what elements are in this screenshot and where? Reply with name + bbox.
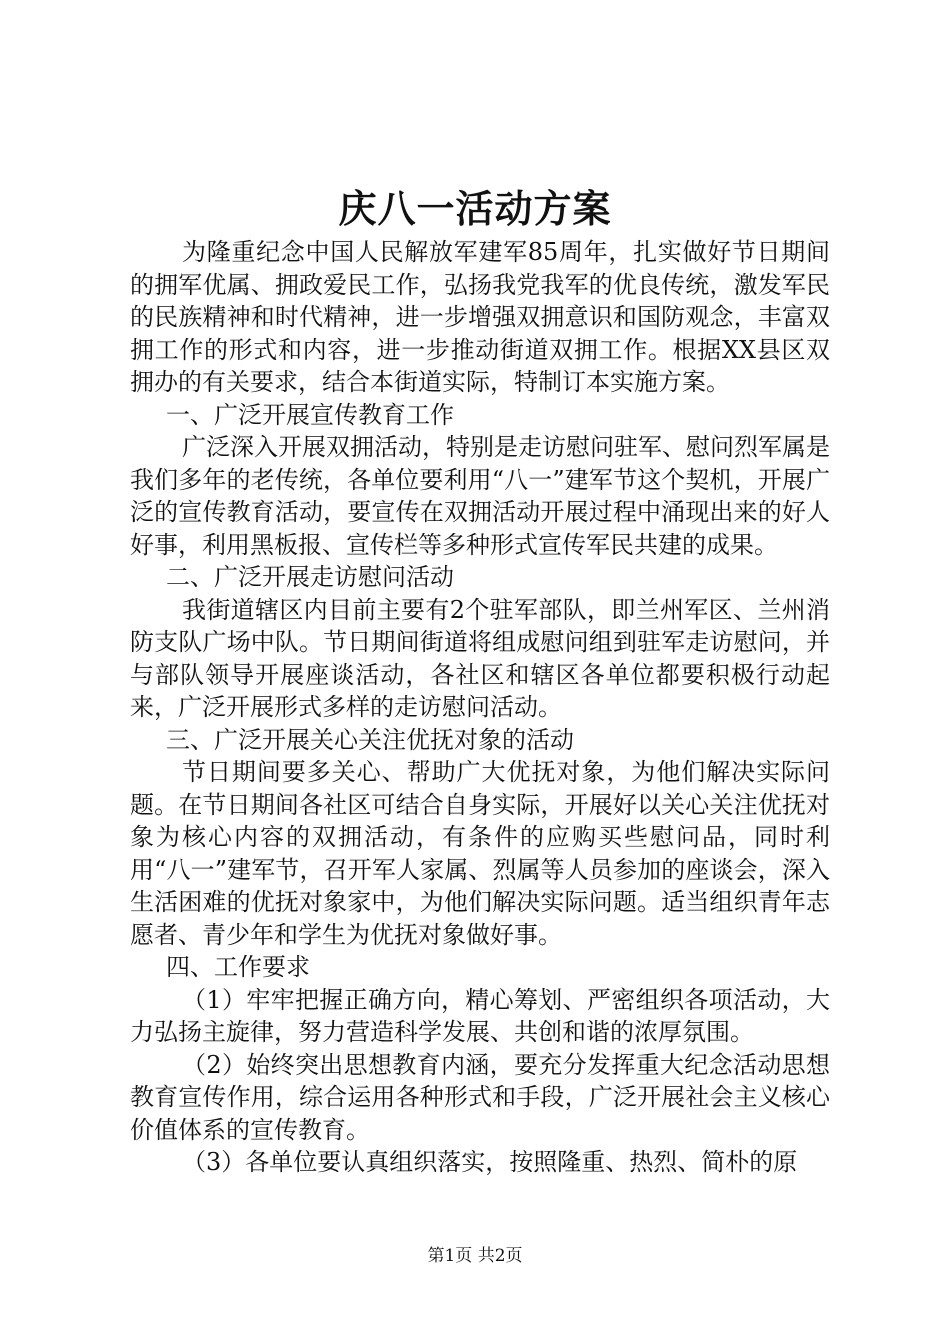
section-heading-4: 四、工作要求 [166, 953, 310, 981]
document-body [130, 236, 830, 1179]
section-2-paragraph: 我街道辖区内目前主要有2个驻军部队，即兰州军区、兰州消防支队广场中队。节日期间街道将组成慰问组到驻军走访慰问，并与部队领导开展座谈活动，各社区和辖区各单位都要积极行动起来，广泛开展形式多样的走访慰问活动。 [130, 595, 830, 721]
page-number-footer: 第1页 共2页 [427, 1246, 523, 1266]
section-3-paragraph: 节日期间要多关心、帮助广大优抚对象，为他们解决实际问题。在节日期间各社区可结合自身实际，开展好以关心关注优抚对象为核心内容的双拥活动，有条件的应购买些慰问品，同时利用“八一”建军节，召开军人家属、烈属等人员参加的座谈会，深入生活困难的优抚对象家中，为他们解决实际问题。适当组织青年志愿者、青少年和学生为优抚对象做好事。 [130, 758, 830, 949]
section-heading-1: 一、广泛开展宣传教育工作 [166, 400, 454, 429]
section-heading-3: 三、广泛开展关心关注优抚对象的活动 [166, 725, 574, 754]
requirement-3-paragraph: （3）各单位要认真组织落实，按照隆重、热烈、简朴的原 [182, 1148, 798, 1176]
document-title: 庆八一活动方案 [338, 186, 612, 231]
section-heading-2: 二、广泛开展走访慰问活动 [166, 563, 454, 591]
section-1-paragraph: 广泛深入开展双拥活动，特别是走访慰问驻军、慰问烈军属是我们多年的老传统，各单位要利用“八一”建军节这个契机，开展广泛的宣传教育活动，要宣传在双拥活动开展过程中涌现出来的好人好事，利用黑板报、宣传栏等多种形式宣传军民共建的成果。 [130, 433, 830, 559]
requirement-1-paragraph: （1）牢牢把握正确方向，精心筹划、严密组织各项活动，大力弘扬主旋律，努力营造科学发展、共创和谐的浓厚氛围。 [130, 985, 830, 1046]
intro-paragraph: 为隆重纪念中国人民解放军建军85周年，扎实做好节日期间的拥军优属、拥政爱民工作，弘扬我党我军的优良传统，激发军民的民族精神和时代精神，进一步增强双拥意识和国防观念，丰富双拥工作的形式和内容，进一步推动街道双拥工作。根据XX县区双拥办的有关要求，结合本街道实际，特制订本实施方案。 [130, 238, 830, 396]
requirement-2-paragraph: （2）始终突出思想教育内涵，要充分发挥重大纪念活动思想教育宣传作用，综合运用各种形式和手段，广泛开展社会主义核心价值体系的宣传教育。 [130, 1050, 830, 1144]
